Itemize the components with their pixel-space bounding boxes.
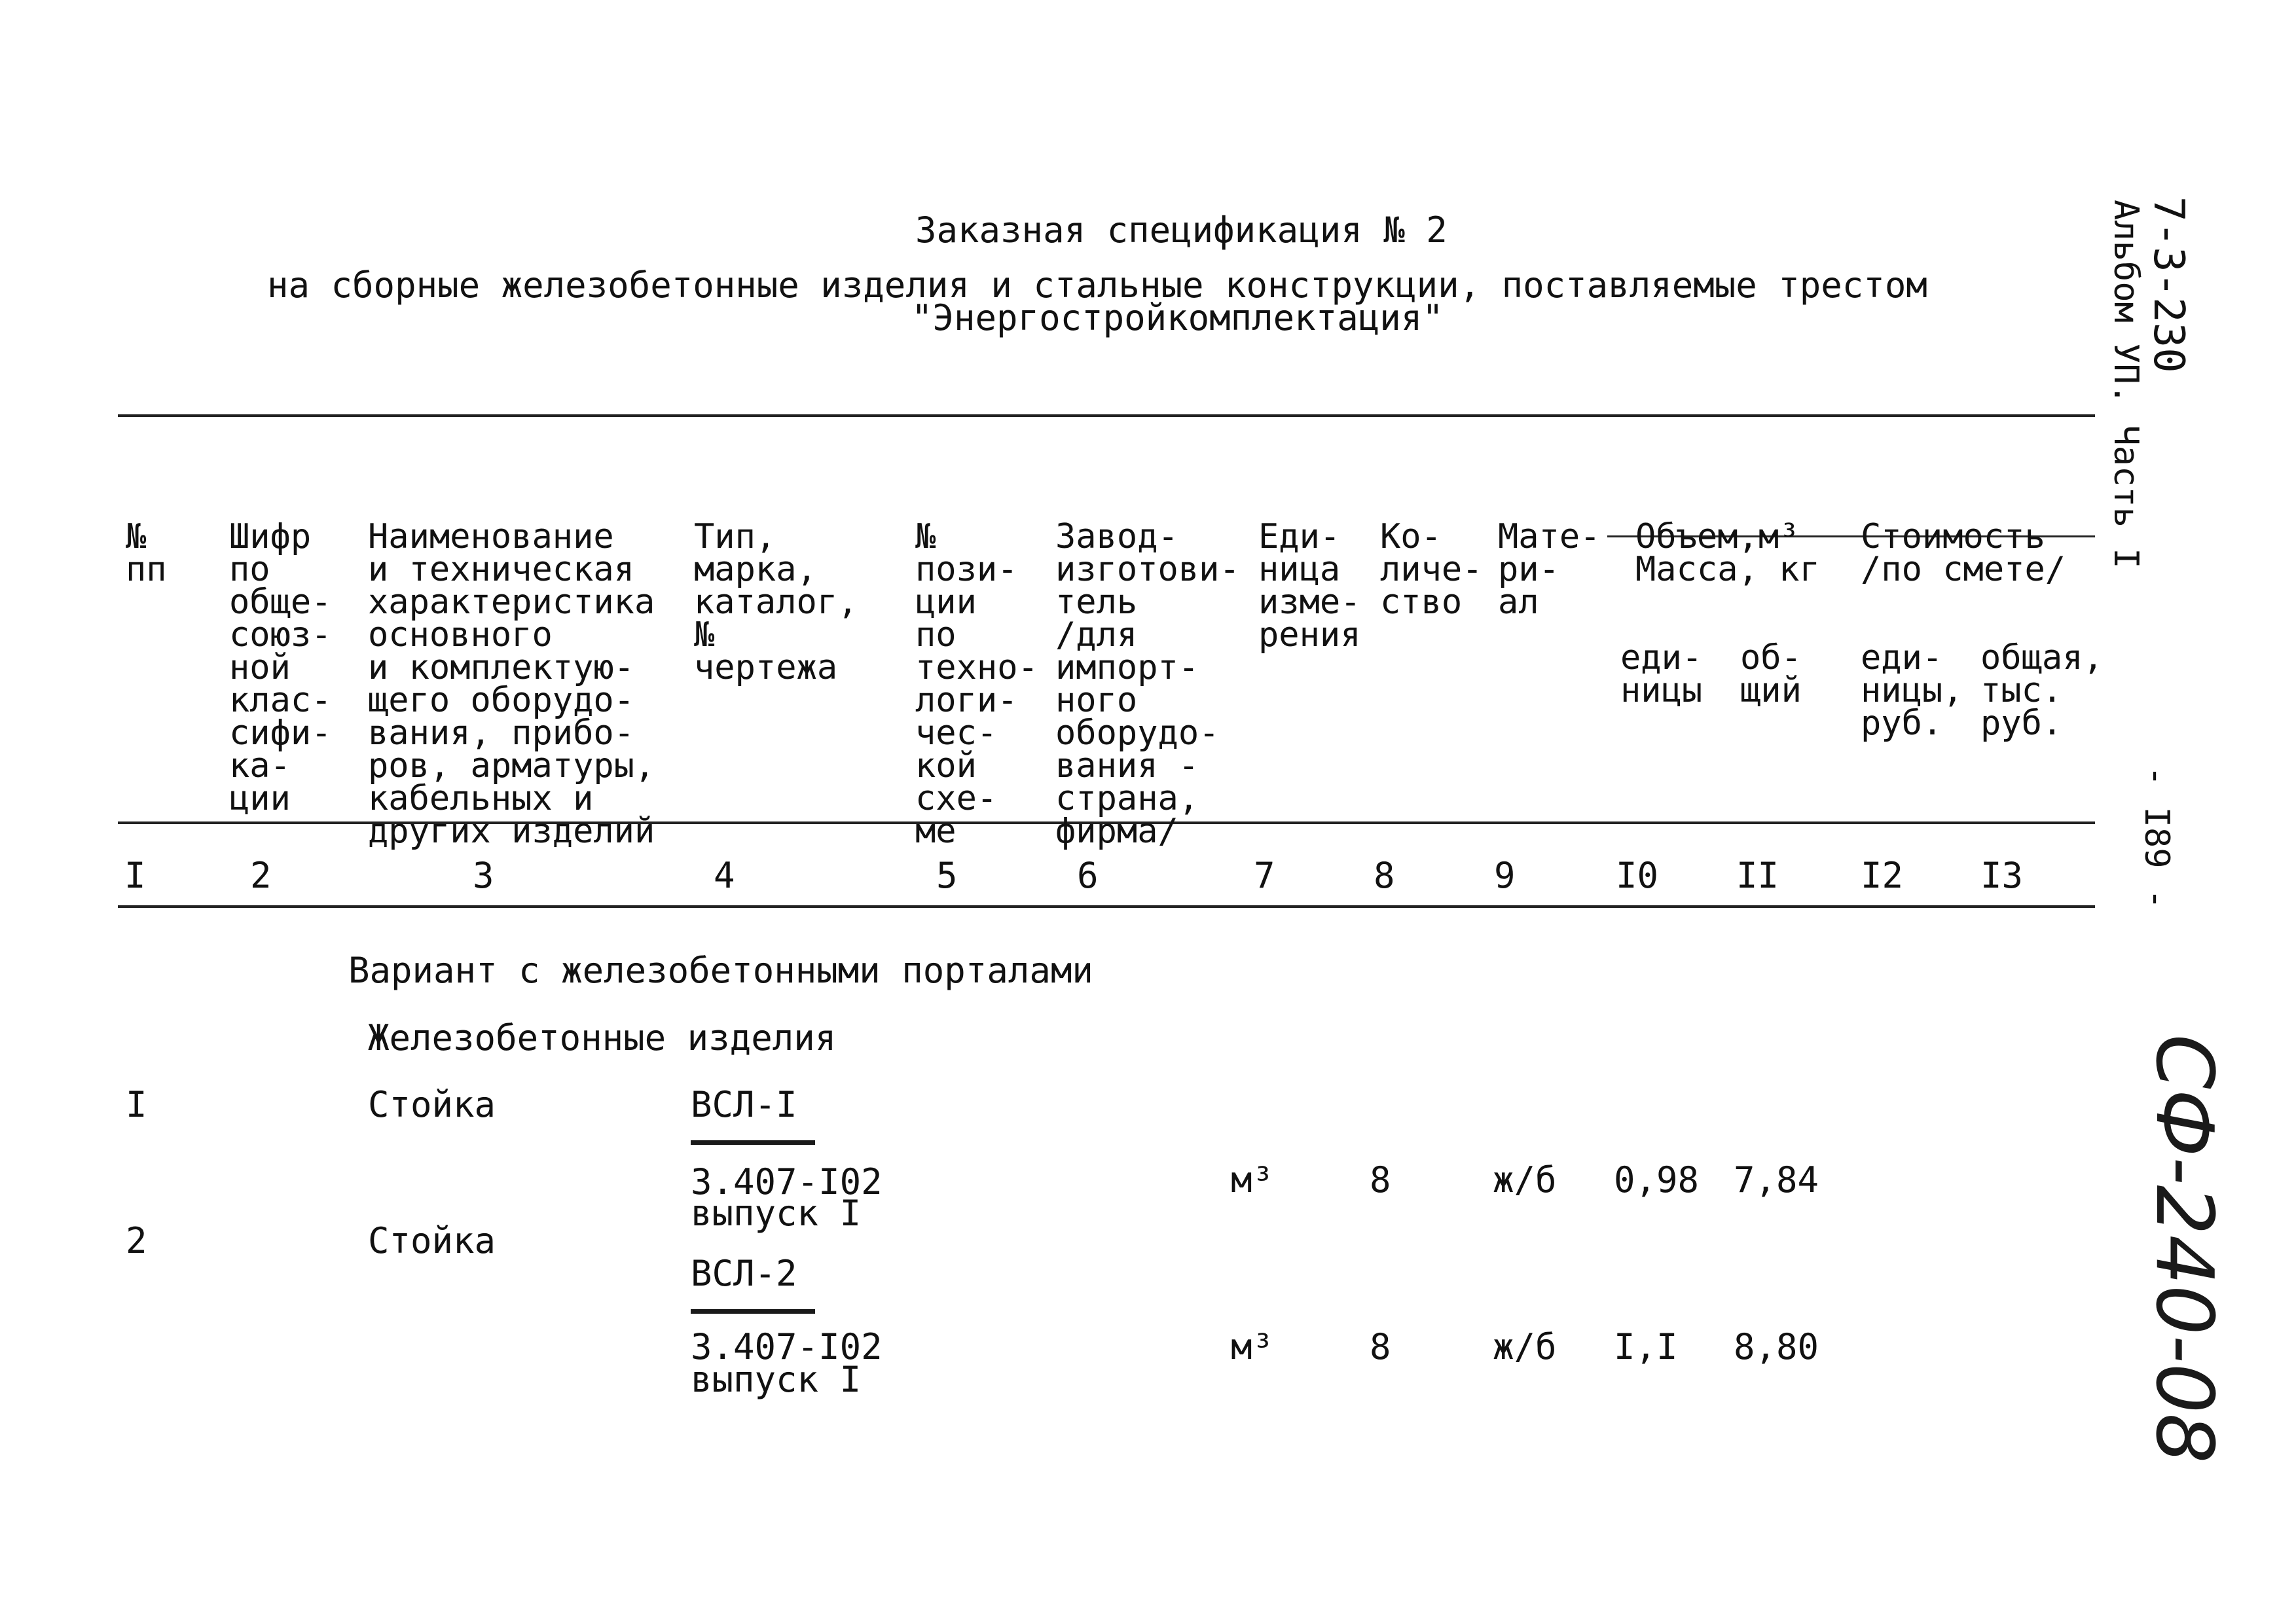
drawing-code: 7-3-230 — [2144, 196, 2193, 373]
row-1-unit-volume: 0,98 — [1614, 1159, 1700, 1200]
row-2-issue: выпуск I — [691, 1359, 862, 1400]
row-2-mark-underline — [691, 1309, 815, 1314]
header-col-12: еди- ницы, руб. — [1861, 638, 1963, 743]
row-1-mark: ВСЛ-I — [691, 1084, 797, 1125]
column-number: I3 — [1980, 855, 2024, 896]
row-2-material: ж/б — [1493, 1326, 1557, 1367]
header-col-6: Завод- изготови- тель /для импорт- ного оборудо- вания - страна, фирма/ — [1055, 517, 1240, 851]
column-number: 8 — [1374, 855, 1395, 896]
column-number: 4 — [714, 855, 735, 896]
handwritten-number: СФ-240-08 — [2138, 1034, 2229, 1464]
header-col-8: Ко- личе- ство — [1380, 517, 1483, 622]
column-number: I0 — [1616, 855, 1659, 896]
row-1-material: ж/б — [1493, 1159, 1557, 1200]
row-1-qty: 8 — [1370, 1159, 1391, 1200]
column-number: 7 — [1254, 855, 1275, 896]
row-2-name: Стойка — [368, 1220, 496, 1261]
header-col-7: Еди- ница изме- рения — [1258, 517, 1361, 655]
column-number: 9 — [1494, 855, 1516, 896]
column-number: 6 — [1077, 855, 1099, 896]
row-2-mark: ВСЛ-2 — [691, 1253, 797, 1294]
column-number: I2 — [1861, 855, 1904, 896]
row-2-unit-volume: I,I — [1614, 1326, 1678, 1367]
spec-trust-name: "Энергостройкомплектация" — [911, 297, 1444, 338]
header-col-3: Наименование и техническая характеристика основного и комплектую- щего оборудо- вания, прибо- ров, арматуры, кабельных и других изделий — [368, 517, 655, 851]
row-2-unit: м³ — [1231, 1326, 1274, 1367]
header-col-11: об- щий — [1740, 638, 1802, 710]
row-2-qty: 8 — [1370, 1326, 1391, 1367]
section-heading: Вариант с железобетонными порталами — [348, 950, 1093, 991]
album-label: Альбом УП. Часть I — [2106, 200, 2145, 569]
column-number: 2 — [250, 855, 272, 896]
header-col-5: № пози- ции по техно- логи- чес- кой схе- ме — [915, 517, 1038, 851]
header-col-1: № пп — [126, 517, 167, 589]
row-1-doc: 3.407-I02 — [691, 1161, 883, 1202]
row-2-number: 2 — [126, 1220, 147, 1261]
subsection-heading: Железобетонные изделия — [368, 1017, 837, 1058]
column-number: 3 — [473, 855, 494, 896]
header-col-13: общая, тыс. руб. — [1980, 638, 2104, 743]
row-1-unit: м³ — [1231, 1159, 1274, 1200]
header-cost: Стоимость /по смете/ — [1861, 517, 2066, 589]
header-col-4: Тип, марка, каталог, № чертежа — [694, 517, 858, 687]
row-2-doc: 3.407-I02 — [691, 1326, 883, 1367]
column-number: I — [124, 855, 146, 896]
column-numbers-rule — [118, 905, 2095, 908]
row-2-total-volume: 8,80 — [1734, 1326, 1819, 1367]
table-top-rule — [118, 414, 2095, 417]
row-1-issue: выпуск I — [691, 1193, 862, 1234]
column-number: II — [1736, 855, 1779, 896]
column-number: 5 — [936, 855, 958, 896]
row-1-mark-underline — [691, 1140, 815, 1145]
header-col-2: Шифр по обще- союз- ной клас- сифи- ка- ции — [229, 517, 332, 818]
spec-title: Заказная спецификация № 2 — [915, 209, 1448, 251]
header-col-9: Мате- ри- ал — [1498, 517, 1601, 622]
header-volume-mass: Объем,м³ Масса, кг — [1635, 517, 1820, 589]
row-1-name: Стойка — [368, 1084, 496, 1125]
spec-subtitle: на сборные железобетонные изделия и стальные конструкции, поставляемые трестом — [267, 264, 1927, 306]
row-1-number: I — [126, 1084, 147, 1125]
header-col-10: еди- ницы — [1620, 638, 1703, 710]
row-1-total-volume: 7,84 — [1734, 1159, 1819, 1200]
page-number: - I89 - — [2137, 766, 2176, 910]
